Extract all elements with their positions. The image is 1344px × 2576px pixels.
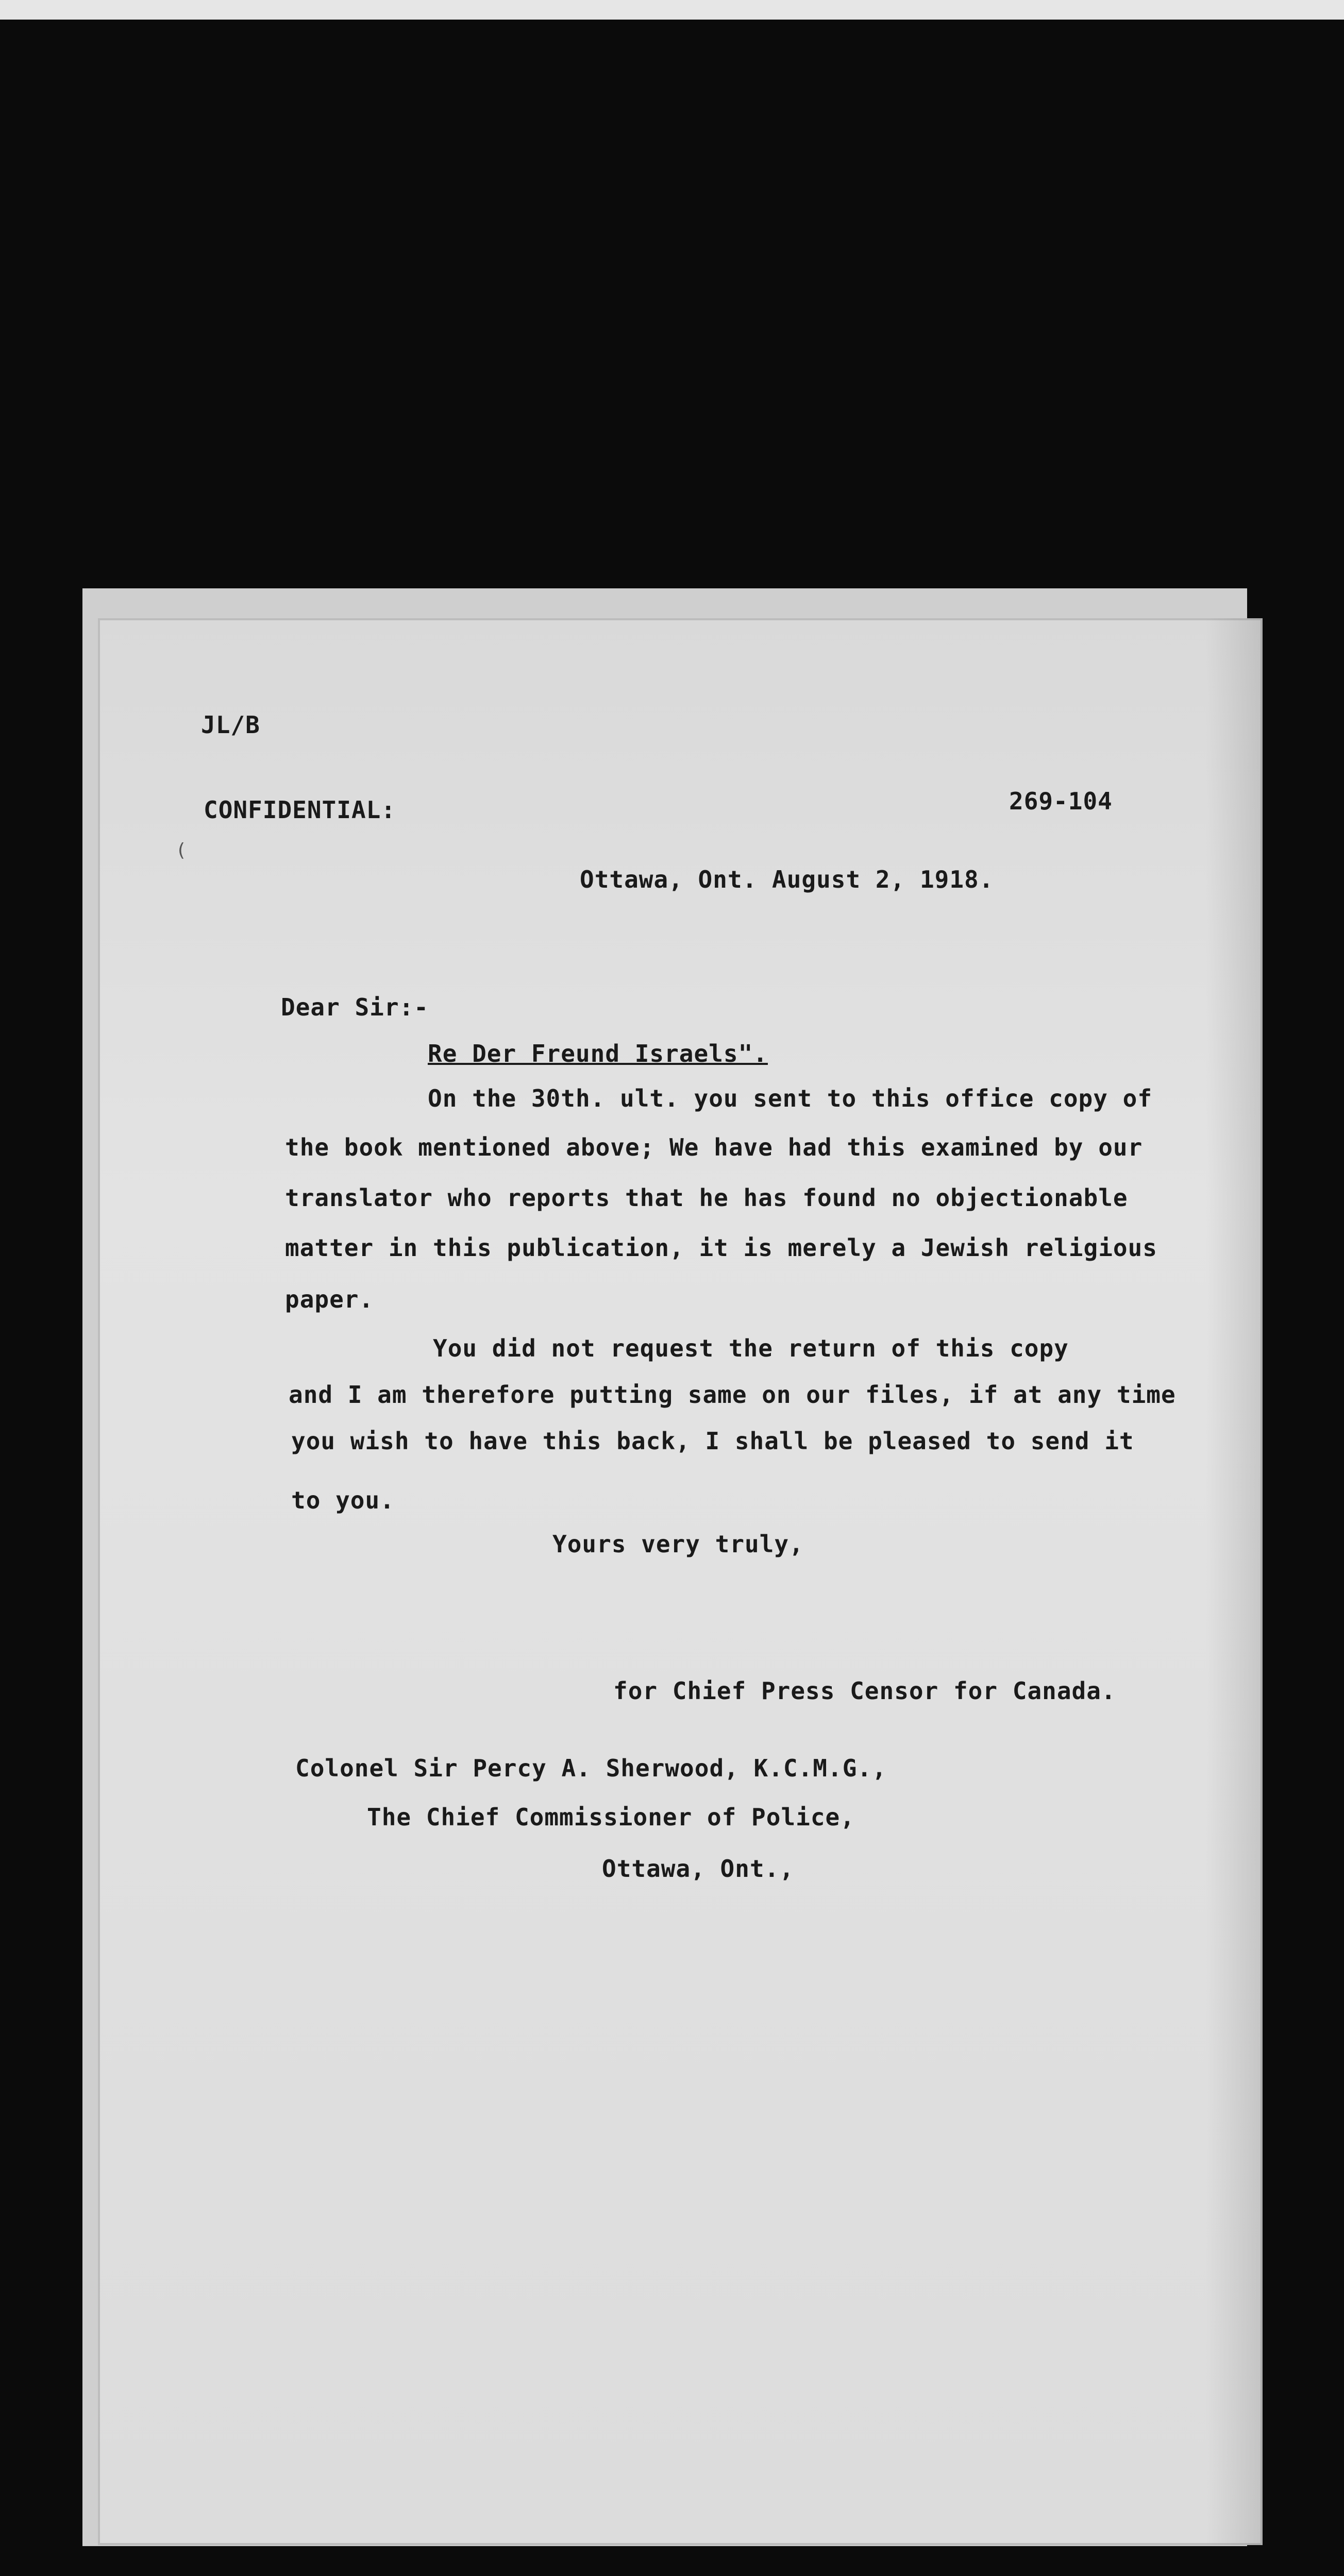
salutation: Dear Sir:- bbox=[281, 993, 429, 1021]
film-top-strip bbox=[0, 0, 1344, 20]
body-line-6: You did not request the return of this copy bbox=[433, 1334, 1069, 1362]
body-line-2: the book mentioned above; We have had this examined by our bbox=[285, 1133, 1143, 1161]
classification: CONFIDENTIAL: bbox=[204, 796, 396, 824]
body-line-7: and I am therefore putting same on our files, if at any time bbox=[289, 1381, 1176, 1409]
file-number: 269-104 bbox=[1009, 787, 1113, 815]
body-line-4: matter in this publication, it is merely a Jewish religious bbox=[285, 1234, 1157, 1262]
closing: Yours very truly, bbox=[552, 1530, 804, 1558]
body-line-9: to you. bbox=[291, 1486, 395, 1514]
letter-right-edge bbox=[1206, 618, 1263, 2545]
body-line-5: paper. bbox=[285, 1285, 374, 1313]
body-line-1: On the 30th. ult. you sent to this office copy of bbox=[428, 1084, 1153, 1112]
initials: JL/B bbox=[201, 711, 260, 739]
body-line-3: translator who reports that he has found no objectionable bbox=[285, 1184, 1128, 1212]
place-date: Ottawa, Ont. August 2, 1918. bbox=[580, 866, 994, 893]
letter-page bbox=[98, 618, 1263, 2545]
punch-mark: ( bbox=[178, 840, 186, 861]
body-line-8: you wish to have this back, I shall be pleased to send it bbox=[291, 1427, 1134, 1455]
recipient-line-1: Colonel Sir Percy A. Sherwood, K.C.M.G., bbox=[295, 1754, 887, 1782]
subject-line: Re Der Freund Israels". bbox=[428, 1040, 768, 1067]
recipient-line-2: The Chief Commissioner of Police, bbox=[367, 1803, 855, 1831]
recipient-line-3: Ottawa, Ont., bbox=[602, 1855, 795, 1883]
signature-line: for Chief Press Censor for Canada. bbox=[613, 1677, 1116, 1705]
